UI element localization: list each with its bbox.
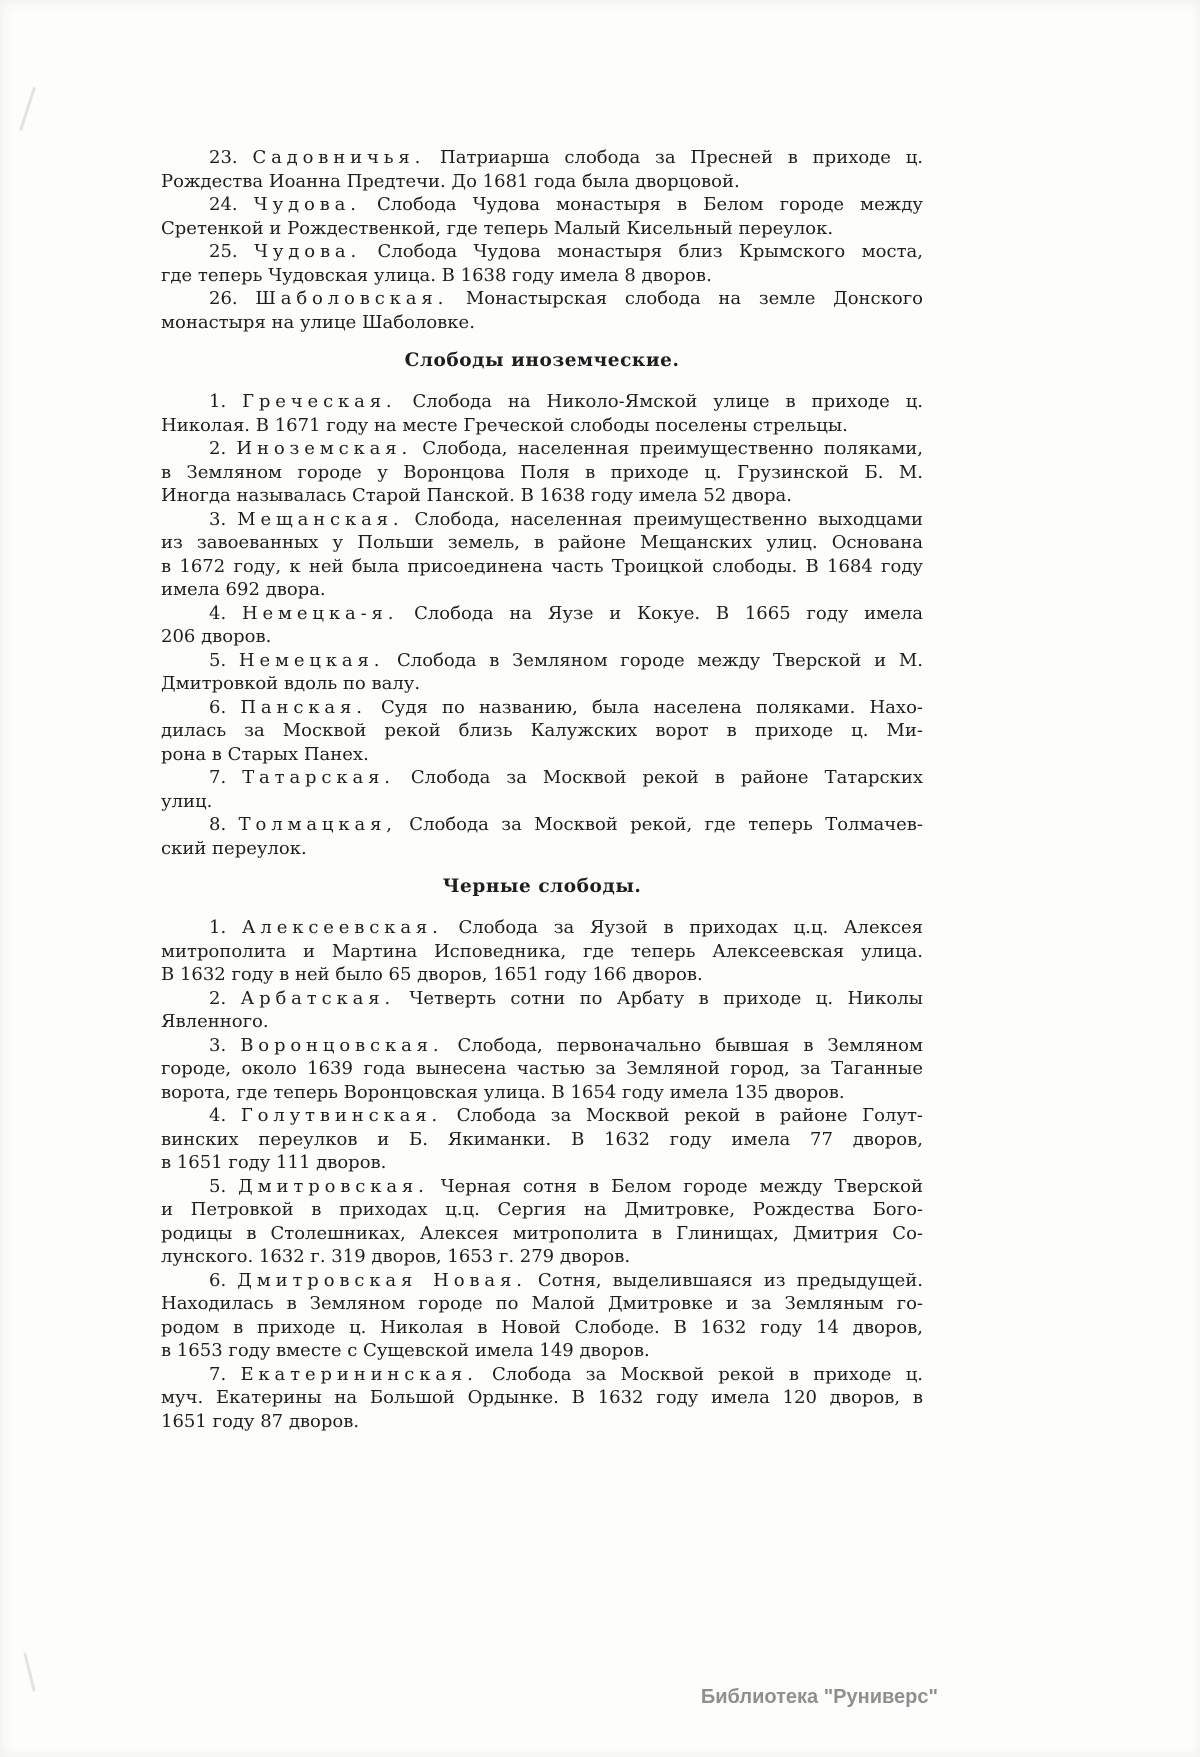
text-line: 6. Панская. Судя по названию, была населена поляками. Нахо- (209, 696, 923, 718)
item-name: Чудова. (253, 194, 361, 215)
list-item (161, 649, 923, 696)
text-line: 25. Чудова. Слобода Чудова монастыря близ Крымского моста, (209, 241, 923, 262)
text-line: 206 дворов. (161, 626, 272, 647)
text-line: 3. Мещанская. Слобода, населенная преимущественно выходцами (209, 508, 923, 530)
text-line: и Петровкой в приходах ц.ц. Сергия на Дмитровке, Рождества Бого- (161, 1199, 923, 1220)
text-line: 1651 году 87 дворов. (161, 1410, 360, 1432)
list-item (161, 1034, 923, 1105)
text-line: лунского. 1632 г. 319 дворов, 1653 г. 279 дворов. (161, 1246, 631, 1267)
text-line: в 1672 году, к ней была присоединена часть Троицкой слободы. В 1684 году (161, 555, 923, 577)
item-name: Шаболовская. (255, 288, 449, 309)
item-number: 3. (209, 1034, 227, 1056)
text-line: 7. Татарская. Слобода за Москвой рекой в районе Татарских (209, 767, 923, 788)
list-item (161, 508, 923, 602)
item-number: 5. (209, 1175, 227, 1197)
text-line: 24. Чудова. Слобода Чудова монастыря в Белом городе между (209, 194, 923, 215)
item-name: Екатерининская. (240, 1363, 478, 1385)
item-name: Татарская. (242, 767, 395, 788)
text-line: Находилась в Земляном городе по Малой Дмитровке и за Земляным го- (161, 1293, 923, 1314)
text-line: 7. Екатерининская. Слобода за Москвой рекой в приходе ц. (209, 1363, 923, 1385)
item-number: 3. (209, 508, 227, 530)
section-heading: Черные слободы. (442, 876, 642, 897)
item-number: 4. (209, 1105, 227, 1126)
list-item (161, 240, 923, 287)
list-item (161, 987, 923, 1034)
item-number: 1. (209, 917, 227, 938)
text-line: ский переулок. (161, 837, 307, 859)
scan-artifact-top-left (19, 87, 36, 132)
item-name: Дмитровская. (238, 1175, 429, 1197)
item-name: Толмацкая, (238, 814, 397, 835)
text-line: ворота, где теперь Воронцовская улица. В 1654 году имела 135 дворов. (161, 1081, 845, 1103)
item-number: 24. (209, 194, 238, 215)
text-line: винских переулков и Б. Якиманки. В 1632 году имела 77 дворов, (161, 1128, 923, 1150)
text-line: 5. Немецкая. Слобода в Земляном городе между Тверской и М. (209, 649, 923, 671)
text-line: 2. Арбатская. Четверть сотни по Арбату в приходе ц. Николы (209, 987, 923, 1009)
item-number: 23. (209, 147, 238, 168)
text-line: 3. Воронцовская. Слобода, первоначально бывшая в Земляном (209, 1034, 923, 1056)
list-item (161, 916, 923, 987)
item-number: 6. (209, 1269, 227, 1291)
list-item (161, 1175, 923, 1269)
scan-artifact-bottom-left (23, 1652, 36, 1692)
text-line: Дмитровкой вдоль по валу. (161, 673, 421, 694)
item-name: Немецка-я. (241, 602, 399, 624)
text-line: в Земляном городе у Воронцова Поля в приходе ц. Грузинской Б. М. (161, 461, 923, 483)
text-line: 26. Шаболовская. Монастырская слобода на земле Донского (209, 288, 923, 309)
library-watermark: Библиотека "Руниверс" (700, 1686, 938, 1708)
item-name: Панская. (240, 696, 367, 718)
text-line: муч. Екатерины на Большой Ордынке. В 1632 году имела 120 дворов, в (161, 1387, 923, 1408)
list-item (161, 1269, 923, 1363)
text-line: из завоеванных у Польши земель, в районе Мещанских улиц. Основана (161, 532, 923, 553)
text-line: улиц. (161, 790, 213, 812)
text-line: В 1632 году в ней было 65 дворов, 1651 году 166 дворов. (161, 964, 703, 985)
text-line: 23. Садовничья. Патриарша слобода за Пресней в приходе ц. (209, 147, 923, 168)
text-line: в 1651 году 111 дворов. (161, 1152, 387, 1173)
item-number: 7. (209, 767, 227, 788)
item-number: 1. (209, 391, 227, 412)
list-item (161, 193, 923, 240)
text-line: 1. Греческая. Слобода на Николо-Ямской улице в приходе ц. (209, 391, 923, 412)
item-name: Немецкая. (238, 649, 385, 671)
text-line: Сретенкой и Рождественкой, где теперь Малый Кисельный переулок. (161, 217, 834, 239)
text-line: родом в приходе ц. Николая в Новой Слободе. В 1632 году 14 дворов, (161, 1316, 923, 1338)
text-line: 5. Дмитровская. Черная сотня в Белом городе между Тверской (209, 1175, 923, 1197)
list-item (161, 437, 923, 508)
item-name: Дмитровская Новая. (237, 1269, 527, 1291)
item-number: 2. (209, 438, 227, 459)
text-line: в 1653 году вместе с Сущевской имела 149 дворов. (161, 1340, 650, 1361)
item-name: Садовничья. (252, 147, 426, 168)
item-name: Арбатская. (240, 987, 396, 1009)
list-item (161, 1363, 923, 1434)
item-number: 4. (209, 602, 227, 624)
text-line: 2. Иноземская. Слобода, населенная преимущественно поляками, (209, 438, 923, 459)
item-number: 7. (209, 1363, 227, 1385)
item-name: Воронцовская. (240, 1034, 444, 1056)
section-heading: Слободы иноземческие. (404, 350, 680, 371)
item-number: 5. (209, 649, 227, 671)
item-name: Греческая. (242, 391, 397, 412)
item-number: 26. (209, 288, 238, 309)
item-name: Мещанская. (237, 508, 404, 530)
list-item (161, 287, 923, 334)
page-content (161, 146, 923, 1433)
text-line: дилась за Москвой рекой близь Калужских ворот в приходе ц. Ми- (161, 720, 923, 741)
text-line: где теперь Чудовская улица. В 1638 году имела 8 дворов. (161, 264, 712, 286)
text-line: родицы в Столешниках, Алексея митрополита в Глинищах, Дмитрия Со- (161, 1222, 923, 1244)
list-item (161, 766, 923, 813)
text-line: монастыря на улице Шаболовке. (161, 311, 475, 333)
text-line: Рождества Иоанна Предтечи. До 1681 года была дворцовой. (161, 170, 740, 192)
item-name: Алексеевская. (241, 917, 443, 938)
text-line: 4. Немецка-я. Слобода на Яузе и Кокуе. В 1665 году имела (209, 602, 923, 624)
item-number: 8. (209, 814, 227, 835)
list-item (161, 813, 923, 860)
text-line: 4. Голутвинская. Слобода за Москвой рекой в районе Голут- (209, 1105, 923, 1126)
text-line: Иногда называлась Старой Панской. В 1638 году имела 52 двора. (161, 485, 792, 506)
item-number: 6. (209, 696, 227, 718)
item-name: Чудова. (254, 241, 362, 262)
text-line: Николая. В 1671 году на месте Греческой слободы поселены стрельцы. (161, 414, 848, 436)
text-line: 6. Дмитровская Новая. Сотня, выделившаяся из предыдущей. (209, 1269, 923, 1291)
text-line: городе, около 1639 года вынесена частью за Земляной город, за Таганные (161, 1058, 923, 1079)
list-item (161, 390, 923, 437)
text-line: Явленного. (161, 1011, 269, 1032)
text-line: рона в Старых Панех. (161, 743, 369, 765)
item-name: Голутвинская. (240, 1105, 443, 1126)
text-line: 8. Толмацкая, Слобода за Москвой рекой, где теперь Толмачев- (209, 814, 923, 835)
list-item (161, 602, 923, 649)
item-number: 25. (209, 241, 238, 262)
list-item (161, 696, 923, 767)
item-number: 2. (209, 987, 227, 1009)
list-item (161, 146, 923, 193)
item-name: Иноземская. (236, 438, 413, 459)
text-line: 1. Алексеевская. Слобода за Яузой в приходах ц.ц. Алексея (209, 917, 923, 938)
list-item (161, 1104, 923, 1175)
text-line: имела 692 двора. (161, 579, 326, 600)
text-line: митрополита и Мартина Исповедника, где теперь Алексеевская улица. (161, 940, 923, 962)
